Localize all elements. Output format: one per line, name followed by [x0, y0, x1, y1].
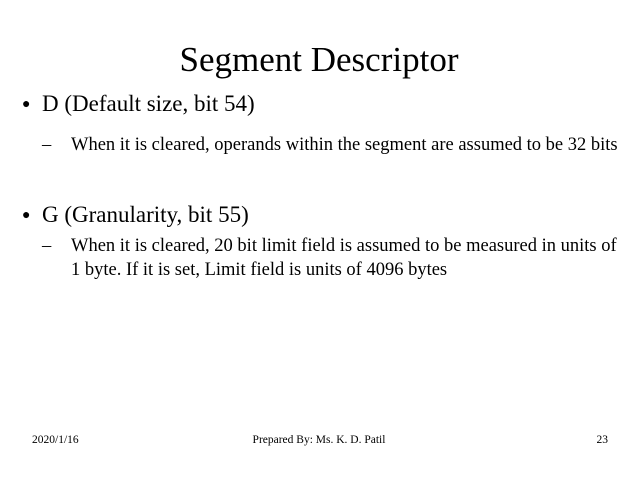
sub-bullet-text: When it is cleared, 20 bit limit field is assumed to be measured in units of 1 byte. If it is set, Limit field is units of 4096 bytes: [71, 236, 617, 280]
footer-author: Prepared By: Ms. K. D. Patil: [252, 434, 386, 446]
dash-marker-icon: –: [42, 135, 52, 155]
bullet-text: G (Granularity, bit 55): [42, 202, 249, 227]
bullet-dot-icon: ●: [22, 97, 31, 112]
footer-date: 2020/1/16: [32, 434, 79, 446]
dash-marker-icon: –: [42, 236, 52, 256]
slide-title: Segment Descriptor: [179, 40, 459, 79]
bullet-dot-icon: ●: [22, 208, 31, 223]
sub-bullet-item: [42, 234, 622, 282]
sub-bullet-text: When it is cleared, operands within the segment are assumed to be 32 bits: [71, 135, 618, 155]
bullet-item: [22, 90, 255, 119]
bullet-item: [22, 201, 249, 230]
footer-page-number: 23: [596, 434, 608, 446]
sub-bullet-item: [42, 133, 622, 157]
bullet-text: D (Default size, bit 54): [42, 91, 255, 116]
